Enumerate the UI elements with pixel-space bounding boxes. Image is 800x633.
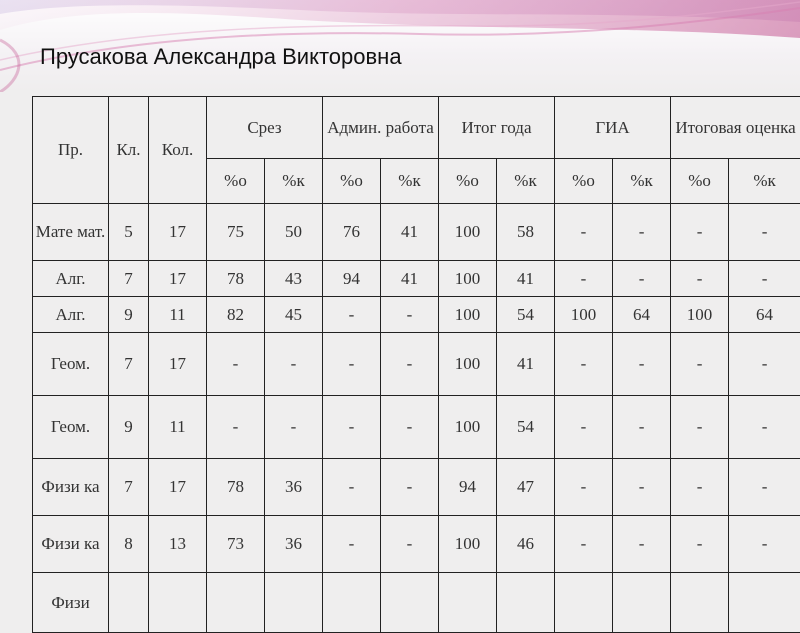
class-cell: 5 bbox=[109, 204, 149, 261]
value-cell: - bbox=[671, 396, 729, 459]
count-cell: 17 bbox=[149, 204, 207, 261]
subheader-cell: %к bbox=[381, 159, 439, 204]
value-cell: 54 bbox=[497, 297, 555, 333]
subheader-cell: %к bbox=[729, 159, 800, 204]
value-cell: 100 bbox=[439, 516, 497, 573]
header-group-year: Итог года bbox=[439, 97, 555, 159]
value-cell: - bbox=[381, 297, 439, 333]
value-cell: - bbox=[613, 333, 671, 396]
value-cell: 78 bbox=[207, 459, 265, 516]
value-cell: 73 bbox=[207, 516, 265, 573]
value-cell: - bbox=[555, 459, 613, 516]
value-cell: 94 bbox=[323, 261, 381, 297]
page-title: Прусакова Александра Викторовна bbox=[40, 44, 402, 70]
value-cell: - bbox=[265, 333, 323, 396]
header-class: Кл. bbox=[109, 97, 149, 204]
value-cell: - bbox=[381, 459, 439, 516]
value-cell: - bbox=[323, 297, 381, 333]
value-cell: 75 bbox=[207, 204, 265, 261]
value-cell: - bbox=[729, 333, 800, 396]
subject-cell: Физи bbox=[33, 573, 109, 633]
value-cell: 100 bbox=[439, 204, 497, 261]
header-group-srez: Срез bbox=[207, 97, 323, 159]
value-cell: 76 bbox=[323, 204, 381, 261]
table-row bbox=[33, 261, 800, 297]
subheader-cell: %о bbox=[439, 159, 497, 204]
subheader-cell: %к bbox=[497, 159, 555, 204]
count-cell: 17 bbox=[149, 261, 207, 297]
subheader-cell: %о bbox=[323, 159, 381, 204]
value-cell: - bbox=[555, 396, 613, 459]
header-group-final: Итоговая оценка bbox=[671, 97, 800, 159]
table-row bbox=[33, 396, 800, 459]
value-cell: - bbox=[613, 516, 671, 573]
subheader-cell: %о bbox=[207, 159, 265, 204]
subject-cell: Физи ка bbox=[33, 516, 109, 573]
value-cell: - bbox=[729, 204, 800, 261]
value-cell: - bbox=[555, 333, 613, 396]
value-cell: - bbox=[323, 459, 381, 516]
value-cell: - bbox=[613, 204, 671, 261]
table-row bbox=[33, 297, 800, 333]
header-subject: Пр. bbox=[33, 97, 109, 204]
value-cell bbox=[555, 573, 613, 633]
subject-cell: Мате мат. bbox=[33, 204, 109, 261]
value-cell: 54 bbox=[497, 396, 555, 459]
subheader-cell: %к bbox=[613, 159, 671, 204]
value-cell: 41 bbox=[497, 333, 555, 396]
table-header-row bbox=[33, 97, 800, 159]
subheader-cell: %о bbox=[671, 159, 729, 204]
class-cell: 9 bbox=[109, 396, 149, 459]
value-cell bbox=[671, 573, 729, 633]
value-cell: - bbox=[729, 459, 800, 516]
count-cell: 17 bbox=[149, 333, 207, 396]
subject-cell: Геом. bbox=[33, 396, 109, 459]
value-cell: - bbox=[671, 204, 729, 261]
count-cell bbox=[149, 573, 207, 633]
value-cell: - bbox=[323, 516, 381, 573]
class-cell: 7 bbox=[109, 459, 149, 516]
class-cell: 8 bbox=[109, 516, 149, 573]
count-cell: 17 bbox=[149, 459, 207, 516]
table-row bbox=[33, 573, 800, 633]
subject-cell: Геом. bbox=[33, 333, 109, 396]
value-cell: - bbox=[381, 516, 439, 573]
subject-cell: Физи ка bbox=[33, 459, 109, 516]
value-cell: 64 bbox=[613, 297, 671, 333]
subject-cell: Алг. bbox=[33, 297, 109, 333]
subheader-cell: %о bbox=[555, 159, 613, 204]
value-cell: 100 bbox=[439, 333, 497, 396]
value-cell: 36 bbox=[265, 459, 323, 516]
value-cell: - bbox=[729, 516, 800, 573]
value-cell: - bbox=[613, 459, 671, 516]
value-cell bbox=[613, 573, 671, 633]
value-cell: - bbox=[207, 396, 265, 459]
value-cell: - bbox=[555, 204, 613, 261]
count-cell: 11 bbox=[149, 396, 207, 459]
value-cell: - bbox=[555, 261, 613, 297]
value-cell bbox=[323, 573, 381, 633]
value-cell bbox=[207, 573, 265, 633]
class-cell: 9 bbox=[109, 297, 149, 333]
value-cell: - bbox=[265, 396, 323, 459]
table-row bbox=[33, 204, 800, 261]
class-cell bbox=[109, 573, 149, 633]
value-cell: 43 bbox=[265, 261, 323, 297]
value-cell bbox=[497, 573, 555, 633]
header-group-gia: ГИА bbox=[555, 97, 671, 159]
class-cell: 7 bbox=[109, 333, 149, 396]
value-cell: - bbox=[613, 261, 671, 297]
value-cell: - bbox=[671, 333, 729, 396]
value-cell: - bbox=[555, 516, 613, 573]
value-cell: - bbox=[323, 333, 381, 396]
value-cell: - bbox=[671, 459, 729, 516]
value-cell: - bbox=[729, 261, 800, 297]
value-cell: 100 bbox=[439, 396, 497, 459]
class-cell: 7 bbox=[109, 261, 149, 297]
value-cell bbox=[729, 573, 800, 633]
value-cell: - bbox=[207, 333, 265, 396]
value-cell: - bbox=[671, 516, 729, 573]
header-count: Кол. bbox=[149, 97, 207, 204]
value-cell: 94 bbox=[439, 459, 497, 516]
value-cell: 100 bbox=[555, 297, 613, 333]
value-cell: - bbox=[729, 396, 800, 459]
table-row bbox=[33, 459, 800, 516]
value-cell bbox=[381, 573, 439, 633]
value-cell bbox=[439, 573, 497, 633]
table-row bbox=[33, 516, 800, 573]
value-cell: 100 bbox=[671, 297, 729, 333]
value-cell: 100 bbox=[439, 297, 497, 333]
value-cell: 41 bbox=[497, 261, 555, 297]
value-cell: 45 bbox=[265, 297, 323, 333]
header-group-admin: Админ. работа bbox=[323, 97, 439, 159]
value-cell: 100 bbox=[439, 261, 497, 297]
value-cell: 64 bbox=[729, 297, 800, 333]
count-cell: 13 bbox=[149, 516, 207, 573]
value-cell: 50 bbox=[265, 204, 323, 261]
value-cell: 36 bbox=[265, 516, 323, 573]
value-cell: - bbox=[671, 261, 729, 297]
value-cell: 58 bbox=[497, 204, 555, 261]
value-cell: 41 bbox=[381, 204, 439, 261]
count-cell: 11 bbox=[149, 297, 207, 333]
value-cell: - bbox=[381, 333, 439, 396]
value-cell: 47 bbox=[497, 459, 555, 516]
value-cell: 46 bbox=[497, 516, 555, 573]
subheader-cell: %к bbox=[265, 159, 323, 204]
subject-cell: Алг. bbox=[33, 261, 109, 297]
value-cell: 41 bbox=[381, 261, 439, 297]
value-cell: - bbox=[381, 396, 439, 459]
value-cell: 78 bbox=[207, 261, 265, 297]
value-cell bbox=[265, 573, 323, 633]
value-cell: 82 bbox=[207, 297, 265, 333]
value-cell: - bbox=[323, 396, 381, 459]
table-row bbox=[33, 333, 800, 396]
value-cell: - bbox=[613, 396, 671, 459]
results-table bbox=[32, 96, 800, 633]
